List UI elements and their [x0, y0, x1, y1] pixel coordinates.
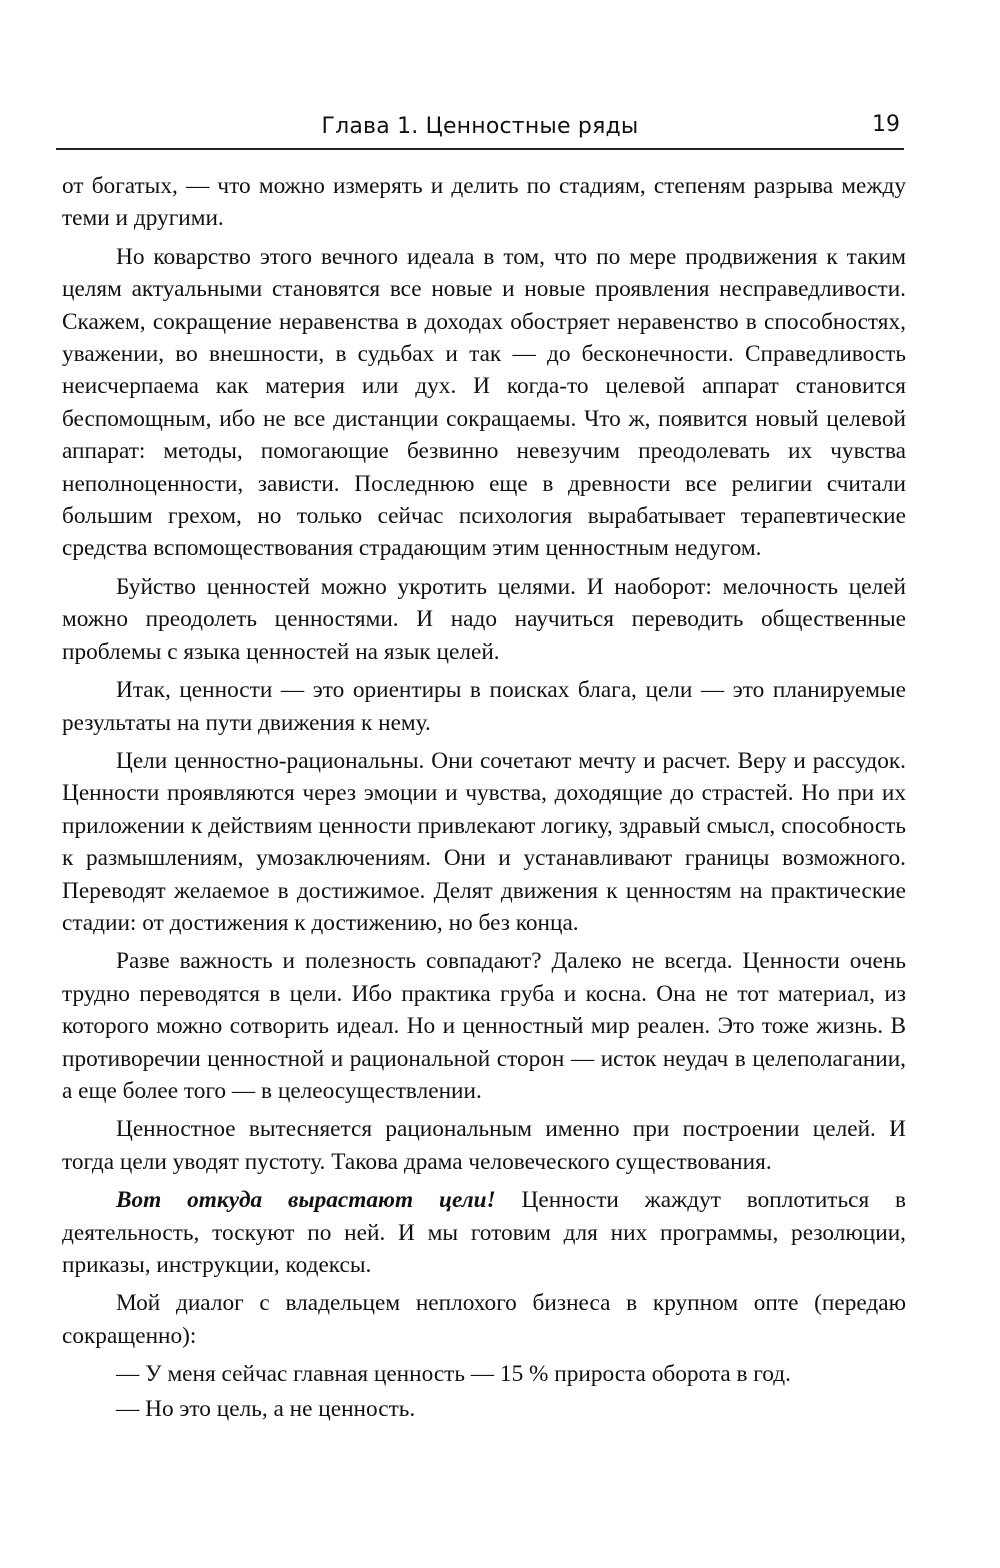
paragraph: Разве важность и полезность совпадают? Далеко не всегда. Ценности очень трудно переводятся в цели. Ибо практика груба и косна. Она не тот материал, из которого можно сотворить идеал. Но и ценностный мир реален. Это тоже жизнь. В противоречии ценностной и рациональной сторон — исток неудач в целеполагании, а еще более того — в целеосуществлении. — [62, 948, 906, 1104]
chapter-title: Глава 1. Ценностные ряды — [321, 114, 639, 139]
body-text — [62, 170, 906, 1427]
running-head — [56, 108, 904, 150]
emphasis-paragraph — [62, 1184, 906, 1281]
page-number: 19 — [872, 112, 900, 137]
paragraph: Итак, ценности — это ориентиры в поисках блага, цели — это планируемые результаты на пути движения к нему. — [62, 677, 906, 736]
dialog-line: — У меня сейчас главная ценность — 15 % прироста оборота в год. — [116, 1361, 791, 1388]
paragraph: Ценностное вытесняется рациональным именно при построении целей. И тогда цели уводят пустоту. Такова драма человеческого существования. — [62, 1116, 906, 1175]
emphasis-lead: Вот откуда вырастают цели! — [116, 1187, 496, 1214]
dialog-intro: Мой диалог с владельцем неплохого бизнеса в крупном опте (передаю сокращенно): — [62, 1290, 906, 1349]
paragraph: от богатых, — что можно измерять и делить по стадиям, степеням разрыва между теми и другими. — [62, 173, 906, 232]
paragraph: Но коварство этого вечного идеала в том, что по мере продвижения к таким целям актуальными становятся все новые и новые проявления несправедливости. Скажем, сокращение неравенства в доходах обостряет неравенство в способностях, уважении, во внешности, в судьбах и так — до бесконечности. Справедливость неисчерпаема как материя или дух. И когда-то целевой аппарат становится беспомощным, ибо не все дистанции сокращаемы. Что ж, появится новый целевой аппарат: методы, помогающие безвинно невезучим преодолевать их чувства неполноценности, зависти. Последнюю еще в древности все религии считали большим грехом, но только сейчас психология вырабатывает терапевтические средства вспомоществования страдающим этим ценностным недугом. — [62, 243, 906, 562]
dialog-line: — Но это цель, а не ценность. — [116, 1395, 416, 1422]
emphasis-rest: Ценности жаждут воплотиться в деятельность, тоскуют по ней. И мы готовим для них программы, резолюции, приказы, инструкции, кодексы. — [62, 1187, 907, 1278]
paragraph: Буйство ценностей можно укротить целями. И наоборот: мелочность целей можно преодолеть ценностями. И надо научиться переводить общественные проблемы с языка ценностей на язык целей. — [62, 573, 906, 665]
paragraph: Цели ценностно-рациональны. Они сочетают мечту и расчет. Веру и рассудок. Ценности проявляются через эмоции и чувства, доходящие до страстей. Но при их приложении к действиям ценности привлекают логику, здравый смысл, способность к размышлениям, умозаключениям. Они и устанавливают границы возможного. Переводят желаемое в достижимое. Делят движения к ценностям на практические стадии: от достижения к достижению, но без конца. — [62, 747, 906, 936]
